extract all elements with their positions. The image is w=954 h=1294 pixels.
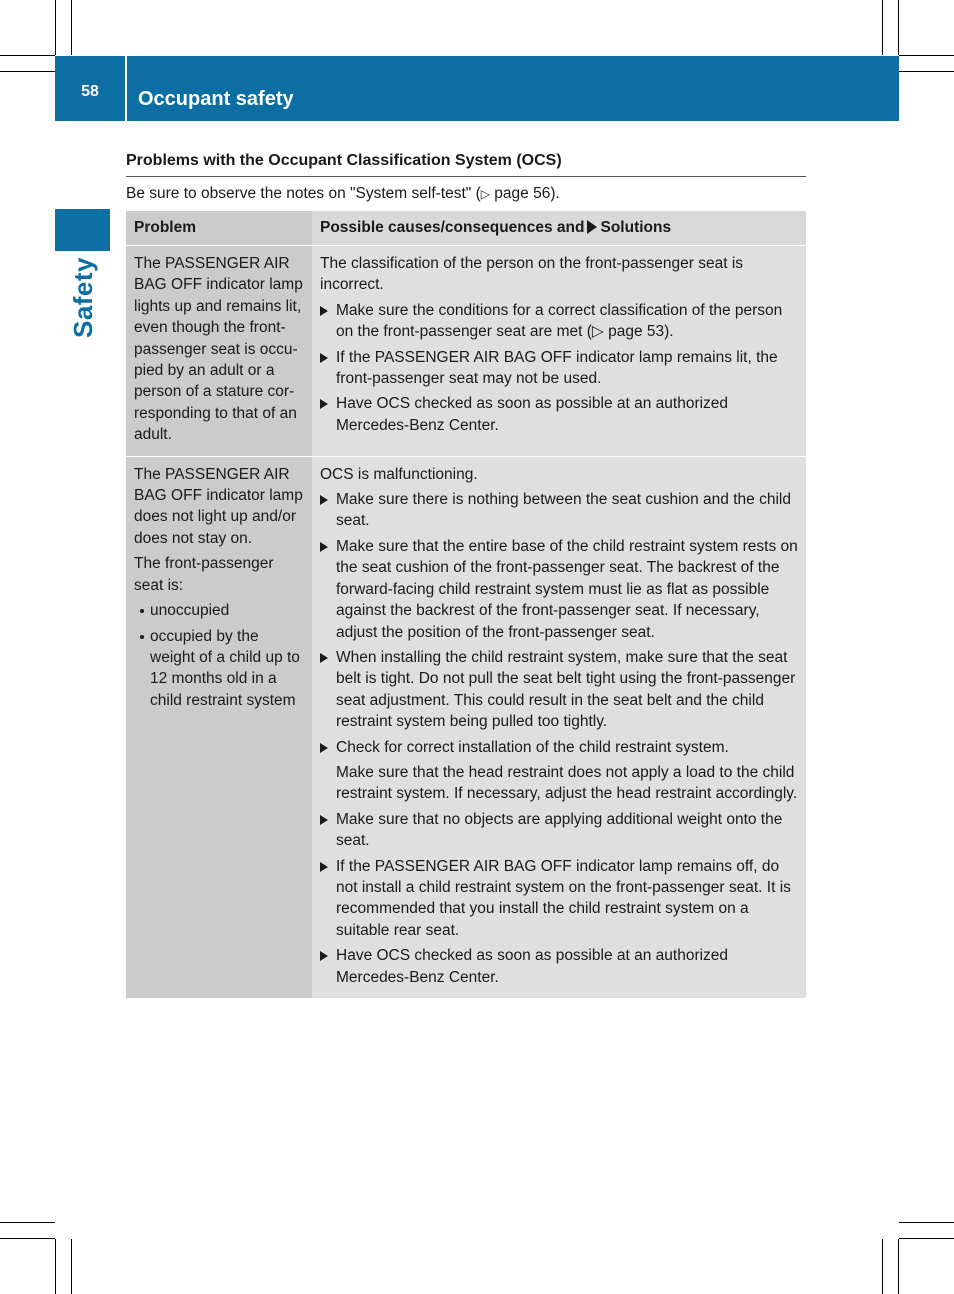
crop-mark: [899, 1222, 954, 1223]
col-header-solutions-text: Solutions: [600, 219, 672, 236]
step-text: When installing the child restraint system, make sure that the seat belt is tight. Do not pull the seat belt tight using the front-passenger seat adjustment. This could result in the seat belt and the child restraint system being pulled too tightly.: [336, 648, 796, 731]
solution-cell: [312, 456, 806, 998]
crop-mark: [0, 55, 55, 56]
table-row: [126, 246, 806, 457]
problem-cell: [126, 246, 312, 457]
section-divider: [126, 176, 806, 177]
step-arrow-icon: [320, 951, 328, 961]
crop-mark: [882, 1239, 883, 1294]
crop-mark: [71, 1239, 72, 1294]
step-text: Make sure that no objects are applying additional weight onto the seat.: [336, 810, 783, 850]
problem-text: The front-passenger seat is:: [134, 555, 274, 594]
problem-text: The PASSENGER AIR BAG OFF indicator lamp lights up and remains lit, even though the front-passenger seat is occupied by an adult or a person of a stature corresponding to that of an adult.: [134, 255, 303, 444]
step-arrow-icon: [320, 353, 328, 363]
step-text: If the PASSENGER AIR BAG OFF indicator lamp remains off, do not install a child restraint system on the front-passenger seat. It is recommended that you install the child restraint system on a suitable rear seat.: [336, 857, 791, 939]
crop-mark: [0, 1238, 55, 1239]
header-separator: [125, 56, 127, 121]
solution-step: [320, 856, 799, 942]
crop-mark: [898, 0, 899, 55]
list-item: [134, 626, 305, 712]
crop-mark: [55, 0, 56, 55]
step-arrow-icon: [320, 743, 328, 753]
solution-step: [320, 809, 799, 852]
crop-mark: [899, 55, 954, 56]
section-heading: Problems with the Occupant Classification System (OCS): [126, 152, 562, 169]
page-number: 58: [81, 82, 99, 100]
step-note: [320, 762, 799, 805]
table-header-row: [126, 211, 806, 246]
cause-text: The classification of the person on the front-passenger seat is incorrect.: [320, 255, 744, 294]
intro-text: [126, 185, 560, 203]
list-item: [134, 600, 305, 621]
step-text: Make sure the conditions for a correct classification of the person on the front-passenger seat are met (▷ page 53).: [336, 301, 783, 341]
solution-step: [320, 737, 799, 758]
crop-mark: [0, 71, 55, 72]
ocs-problem-table: [126, 211, 806, 998]
solution-arrow-icon: [587, 220, 597, 234]
solution-step: [320, 347, 799, 390]
step-text: Make sure that the entire base of the child restraint system rests on the seat cushion of the front-passenger seat. The backrest of the forward-facing child restraint system must lie as flat as possible against the backrest of the front-passenger seat. If necessary, adjust the position of the front-passenger seat.: [336, 537, 798, 641]
step-text: If the PASSENGER AIR BAG OFF indicator lamp remains lit, the front-passenger seat may not be used.: [336, 348, 778, 388]
step-arrow-icon: [320, 399, 328, 409]
bullet-icon: [140, 635, 144, 639]
solution-step: [320, 945, 799, 988]
solution-step: [320, 300, 799, 343]
bullet-icon: [140, 609, 144, 613]
intro-before: Be sure to observe the notes on "System self-test" (: [126, 185, 481, 202]
cause-text: OCS is malfunctioning.: [320, 465, 478, 483]
side-tab-marker: [55, 209, 110, 251]
crop-mark: [71, 0, 72, 55]
bullet-text: unoccupied: [150, 602, 230, 620]
page-ref-icon: ▷: [480, 187, 490, 201]
solution-step: [320, 647, 799, 733]
step-arrow-icon: [320, 653, 328, 663]
bullet-text: occupied by the weight of a child up to 12 months old in a child restraint system: [150, 627, 300, 709]
intro-after: page 56).: [490, 185, 560, 202]
solution-cell: [312, 246, 806, 457]
col-header-problem: Problem: [126, 211, 312, 246]
problem-text: The PASSENGER AIR BAG OFF indicator lamp does not light up and/or does not stay on.: [134, 465, 303, 547]
problem-cell: [126, 456, 312, 998]
step-arrow-icon: [320, 542, 328, 552]
step-text: Check for correct installation of the child restraint system.: [336, 738, 729, 756]
solution-step: [320, 536, 799, 643]
chapter-title: Occupant safety: [138, 88, 294, 110]
step-text: Have OCS checked as soon as possible at an authorized Mercedes-Benz Center.: [336, 947, 729, 986]
step-arrow-icon: [320, 862, 328, 872]
col-header-solutions: [312, 211, 806, 246]
step-arrow-icon: [320, 815, 328, 825]
crop-mark: [55, 1239, 56, 1294]
step-text: Make sure there is nothing between the seat cushion and the child seat.: [336, 491, 791, 530]
solution-step: [320, 489, 799, 532]
side-tab-text: Safety: [68, 256, 99, 338]
side-tab-label: [58, 252, 110, 342]
table-row: [126, 456, 806, 998]
crop-mark: [0, 1222, 55, 1223]
step-note-text: Make sure that the head restraint does not apply a load to the child restraint system. If necessary, adjust the head restraint accordingly.: [336, 763, 798, 803]
step-arrow-icon: [320, 306, 328, 316]
solution-step: [320, 393, 799, 436]
col-header-causes-text: Possible causes/consequences and: [320, 219, 585, 236]
crop-mark: [899, 71, 954, 72]
crop-mark: [898, 1239, 899, 1294]
crop-mark: [899, 1238, 954, 1239]
step-arrow-icon: [320, 495, 328, 505]
step-text: Have OCS checked as soon as possible at an authorized Mercedes-Benz Center.: [336, 395, 729, 434]
crop-mark: [882, 0, 883, 55]
